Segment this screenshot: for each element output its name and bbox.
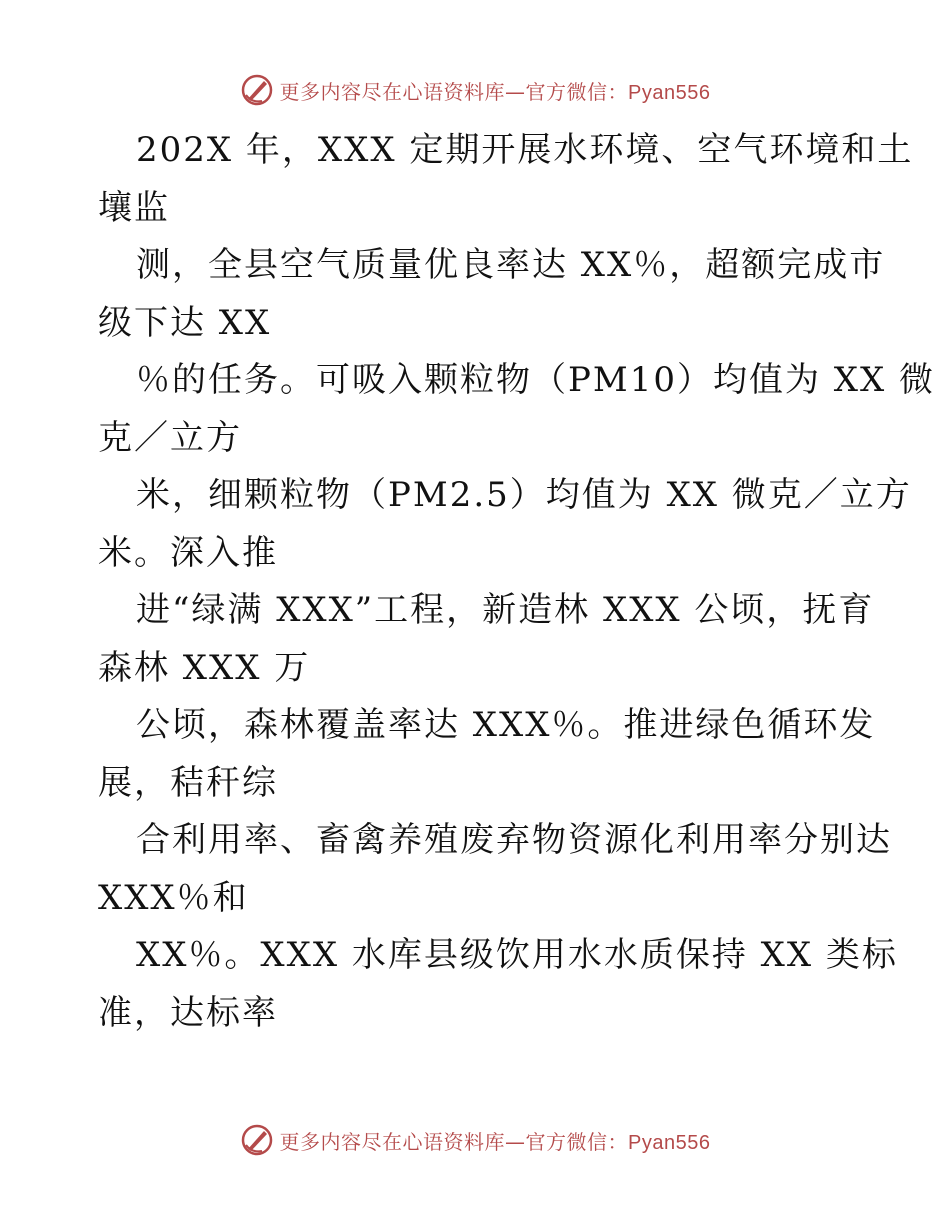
text-line: 展，秸秆综 (98, 762, 278, 803)
text-line: 米，细颗粒物（PM2.5）均值为 XX 微克／立方 (136, 475, 912, 515)
text-line: 公顷，森林覆盖率达 XXX％。推进绿色循环发 (136, 705, 876, 745)
watermark-handle: Pyan556 (628, 81, 711, 104)
text-line: ％的任务。可吸入颗粒物（PM10）均值为 XX 微 (136, 360, 935, 400)
text-line: 202X 年，XXX 定期开展水环境、空气环境和土 (136, 130, 914, 170)
quill-logo-icon (240, 1123, 274, 1157)
watermark-text: 更多内容尽在心语资料库—官方微信：Pyan556 (279, 1129, 711, 1154)
text-line: XXX％和 (98, 877, 249, 918)
footer-watermark (0, 1120, 950, 1160)
quill-logo-icon (240, 73, 274, 107)
text-line: 克／立方 (98, 417, 242, 458)
header-watermark (0, 70, 950, 110)
text-line: XX％。XXX 水库县级饮用水水质保持 XX 类标 (136, 935, 898, 975)
text-line: 米。深入推 (98, 532, 278, 573)
text-line: 级下达 XX (98, 302, 272, 343)
text-line: 进“绿满 XXX”工程，新造林 XXX 公顷，抚育 (136, 590, 875, 630)
text-line: 合利用率、畜禽养殖废弃物资源化利用率分别达 (136, 820, 892, 860)
text-line: 测，全县空气质量优良率达 XX％，超额完成市 (136, 245, 886, 285)
text-line: 森林 XXX 万 (98, 647, 311, 688)
watermark-text: 更多内容尽在心语资料库—官方微信：Pyan556 (279, 79, 711, 104)
text-line: 准，达标率 (98, 992, 278, 1033)
text-line: 壤监 (98, 187, 170, 228)
watermark-handle: Pyan556 (628, 1131, 711, 1154)
document-body (98, 122, 935, 1042)
